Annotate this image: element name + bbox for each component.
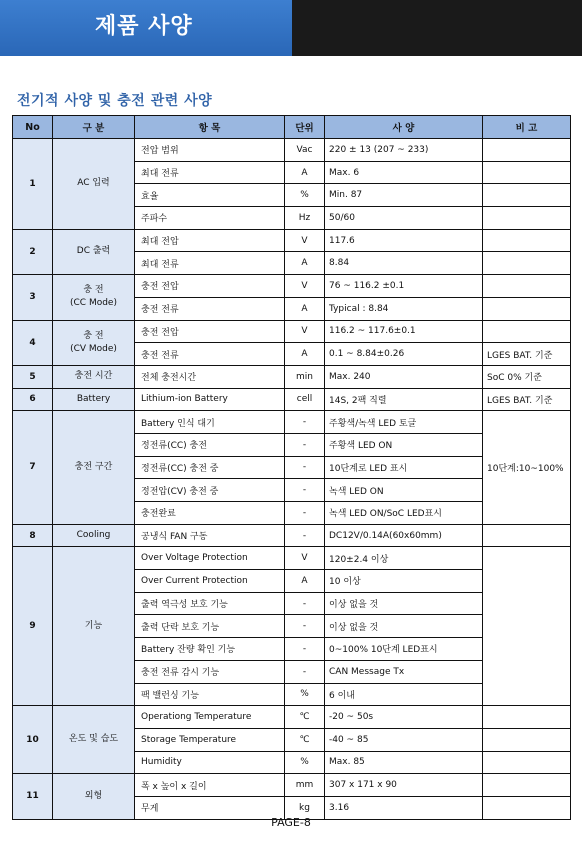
row-number: 10: [13, 706, 53, 774]
remark-cell: LGES BAT. 기준: [483, 388, 571, 411]
spec-cell: 307 x 171 x 90: [325, 774, 483, 797]
remark-cell: [483, 139, 571, 162]
spec-cell: 0.1 ~ 8.84±0.26: [325, 343, 483, 366]
remark-cell: [483, 751, 571, 774]
row-number: 11: [13, 774, 53, 819]
spec-cell: 116.2 ~ 117.6±0.1: [325, 320, 483, 343]
remark-cell: [483, 706, 571, 729]
item-cell: Lithium-ion Battery: [135, 388, 285, 411]
unit-cell: -: [285, 660, 325, 683]
row-number: 2: [13, 229, 53, 274]
unit-cell: Vac: [285, 139, 325, 162]
category-cell: [53, 275, 135, 320]
category-cell: [53, 547, 135, 706]
unit-cell: A: [285, 297, 325, 320]
table-row: [13, 411, 571, 434]
remark-cell: [483, 524, 571, 547]
category-cell: [53, 229, 135, 274]
item-cell: 최대 전류: [135, 161, 285, 184]
spec-cell: Max. 6: [325, 161, 483, 184]
table-row: [13, 229, 571, 252]
item-cell: Battery 인식 대기: [135, 411, 285, 434]
spec-cell: 3.16: [325, 796, 483, 819]
row-number: 7: [13, 411, 53, 524]
spec-cell: Min. 87: [325, 184, 483, 207]
spec-cell: 8.84: [325, 252, 483, 275]
remark-cell: [483, 297, 571, 320]
unit-cell: %: [285, 751, 325, 774]
remark-cell: [483, 728, 571, 751]
unit-cell: V: [285, 320, 325, 343]
header-title-bar: [0, 0, 292, 56]
spec-table: [12, 115, 571, 820]
unit-cell: min: [285, 365, 325, 388]
unit-cell: -: [285, 502, 325, 525]
spec-cell: 주황색/녹색 LED 토글: [325, 411, 483, 434]
item-cell: 정전류(CC) 충전: [135, 433, 285, 456]
unit-cell: %: [285, 683, 325, 706]
item-cell: 전압 범위: [135, 139, 285, 162]
spec-cell: Typical : 8.84: [325, 297, 483, 320]
unit-cell: V: [285, 275, 325, 298]
spec-cell: DC12V/0.14A(60x60mm): [325, 524, 483, 547]
spec-cell: 이상 없을 것: [325, 615, 483, 638]
unit-cell: Hz: [285, 207, 325, 230]
category-cell: [53, 411, 135, 524]
unit-cell: -: [285, 411, 325, 434]
spec-cell: 117.6: [325, 229, 483, 252]
remark-cell: [483, 320, 571, 343]
remark-cell: [483, 275, 571, 298]
category-label: 충전 시간: [74, 371, 113, 382]
item-cell: 공냉식 FAN 구동: [135, 524, 285, 547]
col-header-unit: 단위: [285, 116, 325, 139]
spec-cell: -20 ~ 50s: [325, 706, 483, 729]
item-cell: 충전 전류: [135, 297, 285, 320]
unit-cell: ℃: [285, 728, 325, 751]
category-label: Cooling: [76, 530, 111, 541]
remark-cell: [483, 547, 571, 706]
unit-cell: -: [285, 456, 325, 479]
spec-cell: 120±2.4 이상: [325, 547, 483, 570]
item-cell: 최대 전압: [135, 229, 285, 252]
category-label: 충 전: [83, 285, 104, 296]
unit-cell: A: [285, 343, 325, 366]
row-number: 1: [13, 139, 53, 230]
table-row: [13, 139, 571, 162]
category-label: Battery: [76, 393, 111, 404]
item-cell: 전체 충전시간: [135, 365, 285, 388]
remark-cell: [483, 184, 571, 207]
spec-cell: 0~100% 10단계 LED표시: [325, 638, 483, 661]
spec-cell: 이상 없을 것: [325, 592, 483, 615]
unit-cell: -: [285, 638, 325, 661]
table-header-row: [13, 116, 571, 139]
remark-cell: LGES BAT. 기준: [483, 343, 571, 366]
remark-cell: [483, 207, 571, 230]
item-cell: 충전 전류 감시 기능: [135, 660, 285, 683]
category-label: (CC Mode): [70, 298, 117, 309]
unit-cell: cell: [285, 388, 325, 411]
item-cell: 팩 밸런싱 기능: [135, 683, 285, 706]
item-cell: 충전 전압: [135, 320, 285, 343]
remark-cell: [483, 252, 571, 275]
row-number: 6: [13, 388, 53, 411]
spec-table-body: [13, 139, 571, 820]
spec-cell: 녹색 LED ON/SoC LED표시: [325, 502, 483, 525]
item-cell: 최대 전류: [135, 252, 285, 275]
category-label: (CV Mode): [70, 343, 117, 354]
unit-cell: A: [285, 161, 325, 184]
category-label: 외형: [84, 790, 103, 801]
item-cell: 폭 x 높이 x 길이: [135, 774, 285, 797]
item-cell: Storage Temperature: [135, 728, 285, 751]
page-title: 제품 사양: [95, 14, 193, 39]
unit-cell: A: [285, 570, 325, 593]
item-cell: 정전압(CV) 충전 중: [135, 479, 285, 502]
spec-cell: -40 ~ 85: [325, 728, 483, 751]
spec-cell: CAN Message Tx: [325, 660, 483, 683]
spec-cell: 주황색 LED ON: [325, 433, 483, 456]
table-row: [13, 365, 571, 388]
item-cell: 출력 단락 보호 기능: [135, 615, 285, 638]
item-cell: Humidity: [135, 751, 285, 774]
spec-cell: Max. 85: [325, 751, 483, 774]
item-cell: 충전완료: [135, 502, 285, 525]
category-cell: [53, 706, 135, 774]
table-row: [13, 774, 571, 797]
table-row: [13, 706, 571, 729]
col-header-item: 항 목: [135, 116, 285, 139]
remark-cell: [483, 229, 571, 252]
unit-cell: -: [285, 479, 325, 502]
category-label: DC 출력: [76, 246, 111, 257]
spec-cell: 6 이내: [325, 683, 483, 706]
spec-cell: 76 ~ 116.2 ±0.1: [325, 275, 483, 298]
item-cell: Over Voltage Protection: [135, 547, 285, 570]
section-title: 전기적 사양 및 충전 관련 사양: [17, 93, 213, 109]
unit-cell: ℃: [285, 706, 325, 729]
category-cell: [53, 388, 135, 411]
unit-cell: V: [285, 229, 325, 252]
remark-cell: [483, 161, 571, 184]
page-number: PAGE-8: [271, 816, 311, 829]
unit-cell: %: [285, 184, 325, 207]
category-cell: [53, 524, 135, 547]
unit-cell: mm: [285, 774, 325, 797]
item-cell: 효율: [135, 184, 285, 207]
spec-cell: 10 이상: [325, 570, 483, 593]
row-number: 9: [13, 547, 53, 706]
category-label: AC 입력: [77, 178, 110, 189]
item-cell: Operationg Temperature: [135, 706, 285, 729]
category-label: 충전 구간: [74, 461, 113, 472]
row-number: 3: [13, 275, 53, 320]
spec-cell: 50/60: [325, 207, 483, 230]
item-cell: Over Current Protection: [135, 570, 285, 593]
unit-cell: -: [285, 433, 325, 456]
remark-cell: 10단계:10~100%: [483, 411, 571, 524]
item-cell: 출력 역극성 보호 기능: [135, 592, 285, 615]
spec-cell: Max. 240: [325, 365, 483, 388]
category-cell: [53, 320, 135, 365]
unit-cell: kg: [285, 796, 325, 819]
col-header-category: 구 분: [53, 116, 135, 139]
row-number: 8: [13, 524, 53, 547]
category-label: 온도 및 습도: [68, 734, 119, 745]
col-header-remark: 비 고: [483, 116, 571, 139]
category-cell: [53, 139, 135, 230]
spec-cell: 14S, 2팩 직렬: [325, 388, 483, 411]
category-label: 기능: [84, 620, 103, 631]
table-row: [13, 275, 571, 298]
unit-cell: A: [285, 252, 325, 275]
unit-cell: -: [285, 615, 325, 638]
category-cell: [53, 774, 135, 819]
table-row: [13, 388, 571, 411]
remark-cell: [483, 774, 571, 797]
item-cell: 충전 전류: [135, 343, 285, 366]
item-cell: 정전류(CC) 충전 중: [135, 456, 285, 479]
col-header-no: No: [13, 116, 53, 139]
table-row: [13, 547, 571, 570]
spec-cell: 10단계로 LED 표시: [325, 456, 483, 479]
item-cell: 주파수: [135, 207, 285, 230]
row-number: 4: [13, 320, 53, 365]
category-label: 충 전: [83, 330, 104, 341]
table-row: [13, 320, 571, 343]
spec-cell: 녹색 LED ON: [325, 479, 483, 502]
item-cell: 무게: [135, 796, 285, 819]
category-cell: [53, 365, 135, 388]
remark-cell: SoC 0% 기준: [483, 365, 571, 388]
col-header-spec: 사 양: [325, 116, 483, 139]
unit-cell: -: [285, 524, 325, 547]
item-cell: Battery 잔량 확인 기능: [135, 638, 285, 661]
unit-cell: V: [285, 547, 325, 570]
unit-cell: -: [285, 592, 325, 615]
row-number: 5: [13, 365, 53, 388]
item-cell: 충전 전압: [135, 275, 285, 298]
table-row: [13, 524, 571, 547]
spec-cell: 220 ± 13 (207 ~ 233): [325, 139, 483, 162]
